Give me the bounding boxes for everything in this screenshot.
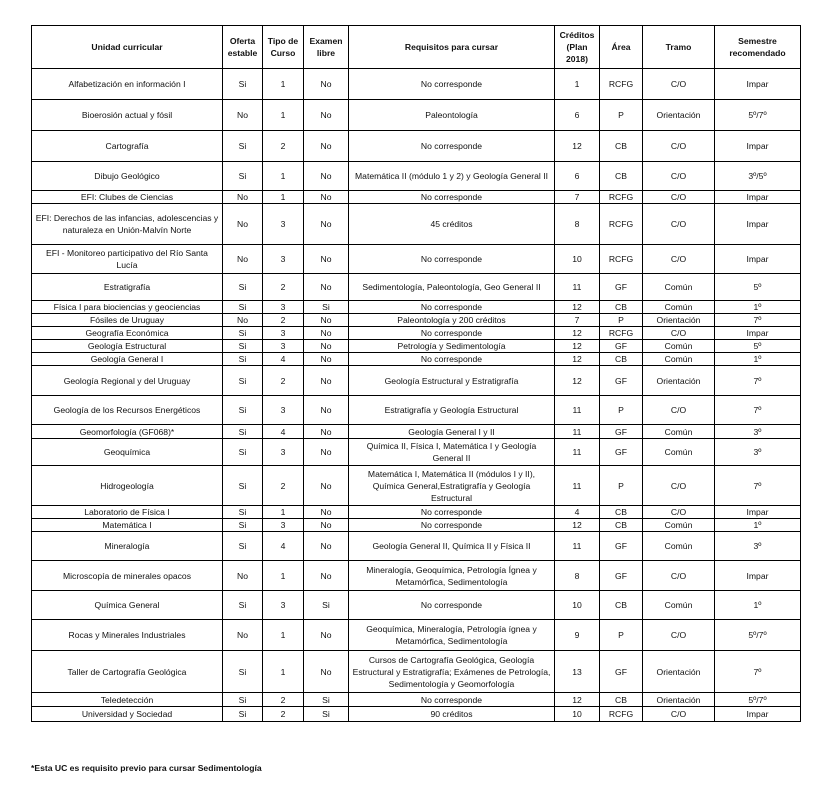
cell-requisitos: Matemática II (módulo 1 y 2) y Geología General II (349, 162, 555, 191)
cell-oferta: Si (223, 439, 263, 466)
cell-creditos: 9 (555, 620, 600, 651)
cell-creditos: 12 (555, 693, 600, 707)
cell-creditos: 12 (555, 519, 600, 532)
cell-semestre: 1º (715, 301, 801, 314)
cell-examen: No (304, 366, 349, 396)
cell-unidad: Dibujo Geológico (32, 162, 223, 191)
cell-tramo: C/O (643, 396, 715, 425)
cell-examen: No (304, 131, 349, 162)
table-row (32, 274, 801, 301)
cell-examen: Si (304, 707, 349, 722)
cell-tramo: Común (643, 274, 715, 301)
cell-examen: No (304, 204, 349, 245)
table-row (32, 425, 801, 439)
cell-unidad: Física I para biociencias y geociencias (32, 301, 223, 314)
cell-tipo: 3 (263, 591, 304, 620)
cell-examen: Si (304, 591, 349, 620)
cell-requisitos: 45 créditos (349, 204, 555, 245)
cell-requisitos: No corresponde (349, 591, 555, 620)
cell-area: P (600, 100, 643, 131)
table-row (32, 396, 801, 425)
cell-semestre: Impar (715, 707, 801, 722)
cell-unidad: Matemática I (32, 519, 223, 532)
cell-area: CB (600, 519, 643, 532)
cell-semestre: 3º/5º (715, 162, 801, 191)
cell-requisitos: Geoquímica, Mineralogía, Petrología ígnea y Metamórfica, Sedimentología (349, 620, 555, 651)
cell-tipo: 2 (263, 466, 304, 506)
cell-oferta: Si (223, 532, 263, 561)
cell-examen: No (304, 532, 349, 561)
cell-creditos: 10 (555, 245, 600, 274)
cell-creditos: 12 (555, 301, 600, 314)
cell-examen: No (304, 466, 349, 506)
cell-creditos: 11 (555, 425, 600, 439)
cell-semestre: 1º (715, 519, 801, 532)
cell-semestre: 1º (715, 353, 801, 366)
cell-oferta: Si (223, 327, 263, 340)
cell-tipo: 2 (263, 314, 304, 327)
cell-oferta: Si (223, 693, 263, 707)
cell-tipo: 1 (263, 620, 304, 651)
cell-examen: Si (304, 693, 349, 707)
cell-tramo: C/O (643, 506, 715, 519)
cell-unidad: Cartografía (32, 131, 223, 162)
cell-tipo: 3 (263, 439, 304, 466)
cell-tramo: Orientación (643, 314, 715, 327)
header-tipo: Tipo de Curso (263, 26, 304, 69)
cell-area: GF (600, 439, 643, 466)
cell-tipo: 1 (263, 191, 304, 204)
cell-oferta: No (223, 620, 263, 651)
cell-oferta: No (223, 100, 263, 131)
cell-requisitos: No corresponde (349, 69, 555, 100)
cell-area: RCFG (600, 707, 643, 722)
cell-creditos: 12 (555, 131, 600, 162)
cell-semestre: Impar (715, 131, 801, 162)
cell-tramo: Orientación (643, 693, 715, 707)
cell-tipo: 2 (263, 707, 304, 722)
cell-unidad: Taller de Cartografía Geológica (32, 651, 223, 693)
header-semestre: Semestre recomendado (715, 26, 801, 69)
table-row (32, 327, 801, 340)
cell-area: GF (600, 340, 643, 353)
cell-tipo: 1 (263, 651, 304, 693)
cell-creditos: 10 (555, 707, 600, 722)
cell-tramo: C/O (643, 162, 715, 191)
header-examen: Examen libre (304, 26, 349, 69)
cell-unidad: Rocas y Minerales Industriales (32, 620, 223, 651)
cell-area: GF (600, 274, 643, 301)
cell-tipo: 3 (263, 245, 304, 274)
cell-examen: No (304, 274, 349, 301)
cell-semestre: 5º/7º (715, 693, 801, 707)
table-row (32, 561, 801, 591)
cell-area: P (600, 396, 643, 425)
cell-oferta: Si (223, 651, 263, 693)
cell-tipo: 2 (263, 693, 304, 707)
cell-tramo: Orientación (643, 366, 715, 396)
table-row (32, 204, 801, 245)
cell-semestre: 3º (715, 425, 801, 439)
cell-area: CB (600, 506, 643, 519)
cell-examen: Si (304, 301, 349, 314)
cell-creditos: 11 (555, 532, 600, 561)
cell-tramo: Orientación (643, 100, 715, 131)
cell-requisitos: Química II, Física I, Matemática I y Geología General II (349, 439, 555, 466)
table-row (32, 353, 801, 366)
cell-tipo: 4 (263, 425, 304, 439)
cell-requisitos: Cursos de Cartografía Geológica, Geología Estructural y Estratigrafía; Exámenes de Petrología, Sedimentología y Geomorfología (349, 651, 555, 693)
cell-tipo: 1 (263, 100, 304, 131)
cell-tramo: C/O (643, 191, 715, 204)
cell-requisitos: Mineralogía, Geoquímica, Petrología Ígnea y Metamórfica, Sedimentología (349, 561, 555, 591)
cell-tipo: 4 (263, 532, 304, 561)
cell-requisitos: Geología Estructural y Estratigrafía (349, 366, 555, 396)
cell-tramo: Común (643, 301, 715, 314)
cell-oferta: No (223, 204, 263, 245)
header-creditos: Créditos (Plan 2018) (555, 26, 600, 69)
cell-unidad: Química General (32, 591, 223, 620)
cell-examen: No (304, 69, 349, 100)
cell-unidad: Estratigrafía (32, 274, 223, 301)
cell-requisitos: No corresponde (349, 301, 555, 314)
cell-semestre: Impar (715, 69, 801, 100)
cell-unidad: Geología General I (32, 353, 223, 366)
cell-oferta: Si (223, 131, 263, 162)
cell-semestre: 7º (715, 651, 801, 693)
cell-oferta: Si (223, 519, 263, 532)
table-row (32, 466, 801, 506)
cell-area: CB (600, 131, 643, 162)
cell-requisitos: No corresponde (349, 353, 555, 366)
cell-oferta: Si (223, 353, 263, 366)
cell-tramo: C/O (643, 204, 715, 245)
table-row (32, 506, 801, 519)
cell-requisitos: No corresponde (349, 327, 555, 340)
cell-requisitos: 90 créditos (349, 707, 555, 722)
cell-creditos: 13 (555, 651, 600, 693)
cell-unidad: Laboratorio de Física I (32, 506, 223, 519)
cell-unidad: EFI: Derechos de las infancias, adolescencias y naturaleza en Unión-Malvín Norte (32, 204, 223, 245)
cell-examen: No (304, 353, 349, 366)
cell-semestre: 3º (715, 532, 801, 561)
cell-area: CB (600, 693, 643, 707)
cell-oferta: No (223, 245, 263, 274)
cell-unidad: Geología de los Recursos Energéticos (32, 396, 223, 425)
cell-creditos: 11 (555, 439, 600, 466)
cell-tipo: 3 (263, 327, 304, 340)
cell-examen: No (304, 162, 349, 191)
cell-tipo: 2 (263, 366, 304, 396)
cell-requisitos: No corresponde (349, 131, 555, 162)
cell-oferta: Si (223, 301, 263, 314)
cell-creditos: 7 (555, 314, 600, 327)
cell-tramo: Común (643, 532, 715, 561)
table-row (32, 131, 801, 162)
cell-tramo: Común (643, 425, 715, 439)
cell-oferta: Si (223, 366, 263, 396)
cell-tramo: Común (643, 439, 715, 466)
cell-requisitos: Geología General I y II (349, 425, 555, 439)
cell-semestre: 7º (715, 396, 801, 425)
cell-semestre: 7º (715, 314, 801, 327)
cell-semestre: 5º/7º (715, 620, 801, 651)
cell-semestre: 7º (715, 466, 801, 506)
cell-oferta: Si (223, 340, 263, 353)
cell-area: GF (600, 651, 643, 693)
cell-examen: No (304, 620, 349, 651)
cell-creditos: 6 (555, 100, 600, 131)
cell-semestre: Impar (715, 327, 801, 340)
cell-area: P (600, 620, 643, 651)
cell-oferta: No (223, 314, 263, 327)
cell-oferta: Si (223, 396, 263, 425)
cell-creditos: 8 (555, 204, 600, 245)
cell-tramo: C/O (643, 131, 715, 162)
cell-requisitos: Paleontología y 200 créditos (349, 314, 555, 327)
table-row (32, 69, 801, 100)
cell-tramo: C/O (643, 620, 715, 651)
cell-creditos: 12 (555, 353, 600, 366)
cell-tramo: Común (643, 340, 715, 353)
cell-creditos: 11 (555, 396, 600, 425)
cell-area: RCFG (600, 245, 643, 274)
cell-tramo: C/O (643, 245, 715, 274)
cell-tipo: 2 (263, 274, 304, 301)
header-area: Área (600, 26, 643, 69)
cell-examen: No (304, 100, 349, 131)
cell-tipo: 3 (263, 340, 304, 353)
table-row (32, 301, 801, 314)
cell-semestre: 3º (715, 439, 801, 466)
cell-area: GF (600, 532, 643, 561)
header-requisitos: Requisitos para cursar (349, 26, 555, 69)
cell-unidad: Geología Regional y del Uruguay (32, 366, 223, 396)
cell-tramo: C/O (643, 707, 715, 722)
cell-area: P (600, 466, 643, 506)
table-row (32, 340, 801, 353)
cell-oferta: No (223, 561, 263, 591)
cell-examen: No (304, 651, 349, 693)
cell-area: CB (600, 162, 643, 191)
cell-creditos: 12 (555, 327, 600, 340)
cell-requisitos: No corresponde (349, 245, 555, 274)
cell-semestre: Impar (715, 191, 801, 204)
cell-creditos: 12 (555, 366, 600, 396)
cell-area: RCFG (600, 327, 643, 340)
table-row (32, 100, 801, 131)
table-row (32, 519, 801, 532)
cell-semestre: 5º (715, 274, 801, 301)
cell-creditos: 7 (555, 191, 600, 204)
header-unidad: Unidad curricular (32, 26, 223, 69)
table-row (32, 651, 801, 693)
cell-tipo: 1 (263, 162, 304, 191)
cell-area: GF (600, 561, 643, 591)
cell-requisitos: Matemática I, Matemática II (módulos I y II), Química General,Estratigrafía y Geología Estructural (349, 466, 555, 506)
cell-requisitos: Paleontología (349, 100, 555, 131)
cell-unidad: Hidrogeología (32, 466, 223, 506)
cell-oferta: Si (223, 425, 263, 439)
cell-oferta: Si (223, 466, 263, 506)
cell-creditos: 6 (555, 162, 600, 191)
cell-tramo: C/O (643, 466, 715, 506)
table-row (32, 707, 801, 722)
cell-oferta: Si (223, 69, 263, 100)
table-header-row (32, 26, 801, 69)
cell-examen: No (304, 425, 349, 439)
cell-semestre: Impar (715, 561, 801, 591)
cell-tramo: Común (643, 519, 715, 532)
cell-creditos: 8 (555, 561, 600, 591)
cell-area: RCFG (600, 191, 643, 204)
cell-examen: No (304, 327, 349, 340)
cell-requisitos: No corresponde (349, 519, 555, 532)
cell-creditos: 10 (555, 591, 600, 620)
cell-tipo: 4 (263, 353, 304, 366)
table-row (32, 191, 801, 204)
cell-tramo: Común (643, 591, 715, 620)
cell-oferta: No (223, 191, 263, 204)
cell-unidad: Universidad y Sociedad (32, 707, 223, 722)
cell-unidad: Geoquímica (32, 439, 223, 466)
cell-requisitos: Petrología y Sedimentología (349, 340, 555, 353)
table-row (32, 620, 801, 651)
cell-examen: No (304, 396, 349, 425)
cell-unidad: Mineralogía (32, 532, 223, 561)
cell-semestre: 5º (715, 340, 801, 353)
cell-requisitos: Sedimentología, Paleontología, Geo General II (349, 274, 555, 301)
cell-oferta: Si (223, 274, 263, 301)
cell-tipo: 1 (263, 506, 304, 519)
table-row (32, 693, 801, 707)
cell-tipo: 1 (263, 561, 304, 591)
cell-area: GF (600, 366, 643, 396)
cell-requisitos: No corresponde (349, 693, 555, 707)
header-tramo: Tramo (643, 26, 715, 69)
cell-tipo: 3 (263, 301, 304, 314)
table-row (32, 591, 801, 620)
cell-tramo: Común (643, 353, 715, 366)
cell-requisitos: No corresponde (349, 506, 555, 519)
cell-requisitos: No corresponde (349, 191, 555, 204)
cell-examen: No (304, 506, 349, 519)
cell-oferta: Si (223, 506, 263, 519)
cell-examen: No (304, 439, 349, 466)
cell-semestre: 7º (715, 366, 801, 396)
cell-requisitos: Estratigrafía y Geología Estructural (349, 396, 555, 425)
cell-examen: No (304, 561, 349, 591)
footnote: *Esta UC es requisito previo para cursar Sedimentología (31, 763, 262, 773)
cell-semestre: 1º (715, 591, 801, 620)
cell-unidad: Microscopía de minerales opacos (32, 561, 223, 591)
cell-unidad: Teledetección (32, 693, 223, 707)
cell-unidad: Geomorfología (GF068)* (32, 425, 223, 439)
cell-unidad: Geografía Económica (32, 327, 223, 340)
cell-requisitos: Geología General II, Química II y Física II (349, 532, 555, 561)
cell-area: GF (600, 425, 643, 439)
cell-oferta: Si (223, 707, 263, 722)
cell-semestre: Impar (715, 245, 801, 274)
cell-tramo: C/O (643, 561, 715, 591)
cell-unidad: Geología Estructural (32, 340, 223, 353)
cell-examen: No (304, 245, 349, 274)
cell-tipo: 3 (263, 204, 304, 245)
cell-examen: No (304, 314, 349, 327)
cell-examen: No (304, 191, 349, 204)
cell-area: RCFG (600, 204, 643, 245)
table-row (32, 366, 801, 396)
cell-creditos: 11 (555, 466, 600, 506)
cell-semestre: Impar (715, 506, 801, 519)
cell-examen: No (304, 340, 349, 353)
table-row (32, 439, 801, 466)
cell-creditos: 11 (555, 274, 600, 301)
cell-tipo: 2 (263, 131, 304, 162)
cell-examen: No (304, 519, 349, 532)
cell-unidad: EFI - Monitoreo participativo del Río Santa Lucía (32, 245, 223, 274)
curricular-units-table (31, 25, 801, 722)
table-row (32, 162, 801, 191)
table-row (32, 245, 801, 274)
cell-semestre: 5º/7º (715, 100, 801, 131)
cell-semestre: Impar (715, 204, 801, 245)
cell-creditos: 12 (555, 340, 600, 353)
cell-area: P (600, 314, 643, 327)
cell-area: RCFG (600, 69, 643, 100)
cell-area: CB (600, 591, 643, 620)
cell-tipo: 3 (263, 396, 304, 425)
cell-oferta: Si (223, 162, 263, 191)
cell-unidad: EFI: Clubes de Ciencias (32, 191, 223, 204)
table-row (32, 314, 801, 327)
header-oferta: Oferta estable (223, 26, 263, 69)
cell-area: CB (600, 353, 643, 366)
cell-tipo: 1 (263, 69, 304, 100)
cell-unidad: Bioerosión actual y fósil (32, 100, 223, 131)
cell-creditos: 4 (555, 506, 600, 519)
cell-tipo: 3 (263, 519, 304, 532)
cell-tramo: C/O (643, 69, 715, 100)
cell-oferta: Si (223, 591, 263, 620)
cell-tramo: Orientación (643, 651, 715, 693)
cell-creditos: 1 (555, 69, 600, 100)
cell-area: CB (600, 301, 643, 314)
cell-unidad: Alfabetización en información I (32, 69, 223, 100)
table-row (32, 532, 801, 561)
cell-unidad: Fósiles de Uruguay (32, 314, 223, 327)
cell-tramo: C/O (643, 327, 715, 340)
